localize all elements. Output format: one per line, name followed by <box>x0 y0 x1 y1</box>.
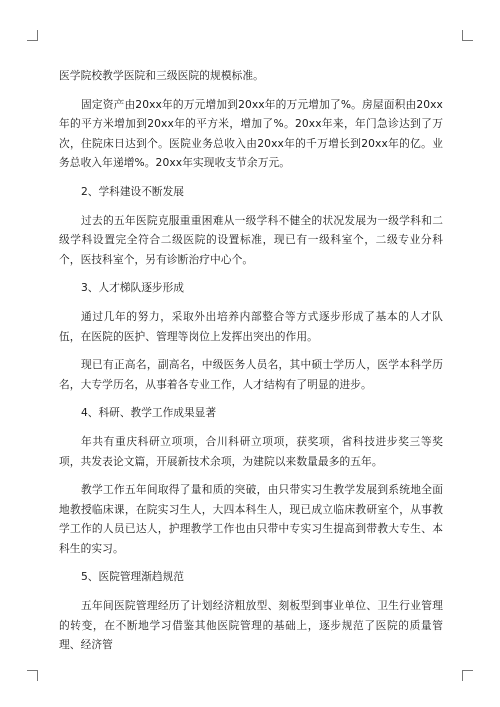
heading-talent-echelon: 3、人才梯队逐步形成 <box>81 281 184 295</box>
paragraph-fixed-assets: 固定资产由20xx年的万元增加到20xx年的万元增加了%。房屋面积由20xx年的平方米增加到20xx年的平方米，增加了%。20xx年来，年门急诊达到了万次，住院床日达到个。医院业务总收入由20xx年的千万增长到20xx年的亿。业务总收入年递增%。20xx年实现收支节余万元。 <box>59 97 443 170</box>
heading-hospital-management: 5、医院管理渐趋规范 <box>81 570 184 584</box>
page-corner-mark-bottom-left <box>27 670 38 681</box>
page-corner-mark-bottom-right <box>462 670 473 681</box>
document-body <box>59 66 443 655</box>
paragraph-teaching-work: 教学工作五年间取得了量和质的突破，由只带实习生教学发展到系统地全面地教授临床课，在院实习生人，大四本科生人，现已成立临床教研室个，从事教学工作的人员已达人，护理教学工作也由只带中专实习生提高到带教大专生、本科生的实习。 <box>59 483 443 555</box>
page-corner-mark-top-right <box>462 30 473 41</box>
heading-research-teaching: 4、科研、教学工作成果显著 <box>81 406 217 420</box>
paragraph-talent-training: 通过几年的努力，采取外出培养内部整合等方式逐步形成了基本的人才队伍，在医院的医护、管理等岗位上发挥出突出的作用。 <box>59 309 443 343</box>
paragraph-staff-composition: 现已有正高名，副高名，中级医务人员名，其中硕士学历人，医学本科学历名，大专学历名，从事着各专业工作，人才结构有了明显的进步。 <box>59 358 443 391</box>
paragraph-management-transition: 五年间医院管理经历了计划经济粗放型、刻板型到事业单位、卫生行业管理的转变，在不断地学习借鉴其他医院管理的基础上，逐步规范了医院的质量管理、经济管 <box>59 599 443 652</box>
paragraph-intro-end: 医学院校教学医院和三级医院的规模标准。 <box>59 69 264 82</box>
page-corner-mark-top-left <box>27 30 38 41</box>
paragraph-research-projects: 年共有重庆科研立项项，合川科研立项项，获奖项，省科技进步奖三等奖项，共发表论文篇，开展新技术余项，为建院以来数量最多的五年。 <box>59 434 443 468</box>
heading-discipline-development: 2、学科建设不断发展 <box>81 184 184 198</box>
paragraph-discipline: 过去的五年医院克服重重困难从一级学科不健全的状况发展为一级学科和二级学科设置完全符合二级医院的设置标准，现已有一级科室个，二级专业分科个，医技科室个，另有诊断治疗中心个。 <box>59 213 443 266</box>
